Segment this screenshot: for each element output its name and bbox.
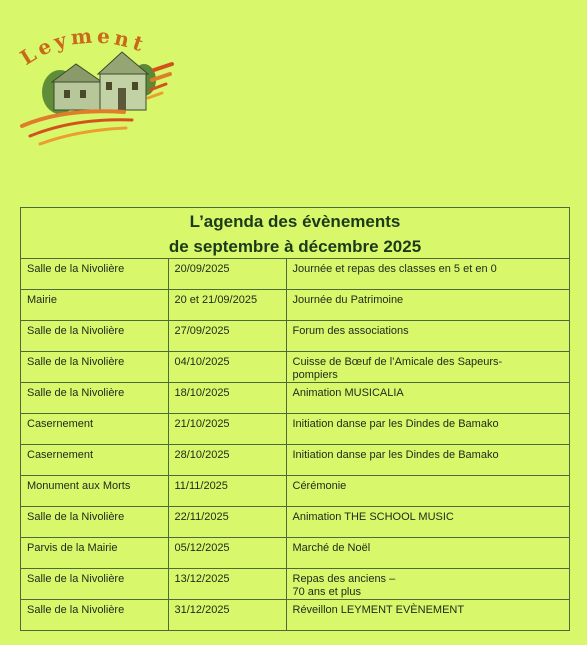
event-cell: Journée du Patrimoine: [286, 290, 569, 321]
table-row: [21, 445, 569, 476]
place-cell: Mairie: [21, 290, 168, 321]
table-row: [21, 600, 569, 631]
event-cell: Initiation danse par les Dindes de Bamako: [286, 445, 569, 476]
table-row: [21, 259, 569, 290]
date-cell: 28/10/2025: [168, 445, 286, 476]
table-row: [21, 476, 569, 507]
event-cell: Repas des anciens – 70 ans et plus: [286, 569, 569, 600]
table-row: [21, 290, 569, 321]
agenda-title-line2: de septembre à décembre 2025: [168, 237, 422, 256]
place-cell: Salle de la Nivolière: [21, 321, 168, 352]
date-cell: 18/10/2025: [168, 383, 286, 414]
event-cell: Animation THE SCHOOL MUSIC: [286, 507, 569, 538]
date-cell: 20/09/2025: [168, 259, 286, 290]
place-cell: Parvis de la Mairie: [21, 538, 168, 569]
date-cell: 31/12/2025: [168, 600, 286, 631]
village-church-drawing-icon: [14, 30, 184, 150]
place-cell: Monument aux Morts: [21, 476, 168, 507]
table-row: [21, 352, 569, 383]
table-row: [21, 383, 569, 414]
date-cell: 04/10/2025: [168, 352, 286, 383]
place-cell: Salle de la Nivolière: [21, 507, 168, 538]
event-cell: Réveillon LEYMENT EVÈNEMENT: [292, 604, 465, 616]
agenda-table: [21, 259, 569, 630]
table-row: [21, 507, 569, 538]
place-cell: Salle de la Nivolière: [21, 383, 168, 414]
date-cell: 13/12/2025: [168, 569, 286, 600]
event-cell: Journée et repas des classes en 5 et en 0: [286, 259, 569, 290]
place-cell: Salle de la Nivolière: [21, 259, 168, 290]
date-cell: 27/09/2025: [168, 321, 286, 352]
event-cell: Marché de Noël: [286, 538, 569, 569]
agenda-title: [21, 208, 569, 259]
date-cell: 20 et 21/09/2025: [168, 290, 286, 321]
date-cell: 11/11/2025: [168, 476, 286, 507]
event-cell: Cuisse de Bœuf de l’Amicale des Sapeurs- pompiers: [286, 352, 569, 383]
event-cell: Cérémonie: [286, 476, 569, 507]
date-cell: 21/10/2025: [168, 414, 286, 445]
event-cell: Initiation danse par les Dindes de Bamako: [286, 414, 569, 445]
place-cell: Salle de la Nivolière: [21, 600, 168, 631]
event-cell: Forum des associations: [286, 321, 569, 352]
date-cell: 05/12/2025: [168, 538, 286, 569]
table-row: [21, 569, 569, 600]
table-row: [21, 321, 569, 352]
table-row: [21, 538, 569, 569]
place-cell: Salle de la Nivolière: [21, 569, 168, 600]
place-cell: Casernement: [21, 445, 168, 476]
leyment-logo: [14, 30, 184, 150]
event-cell: Animation MUSICALIA: [286, 383, 569, 414]
table-row: [21, 414, 569, 445]
place-cell: Casernement: [21, 414, 168, 445]
logo-word-path: Leyment: [15, 30, 151, 70]
agenda-table-box: [20, 207, 570, 631]
agenda-title-line1: L’agenda des évènements: [189, 212, 401, 231]
date-cell: 22/11/2025: [168, 507, 286, 538]
place-cell: Salle de la Nivolière: [21, 352, 168, 383]
